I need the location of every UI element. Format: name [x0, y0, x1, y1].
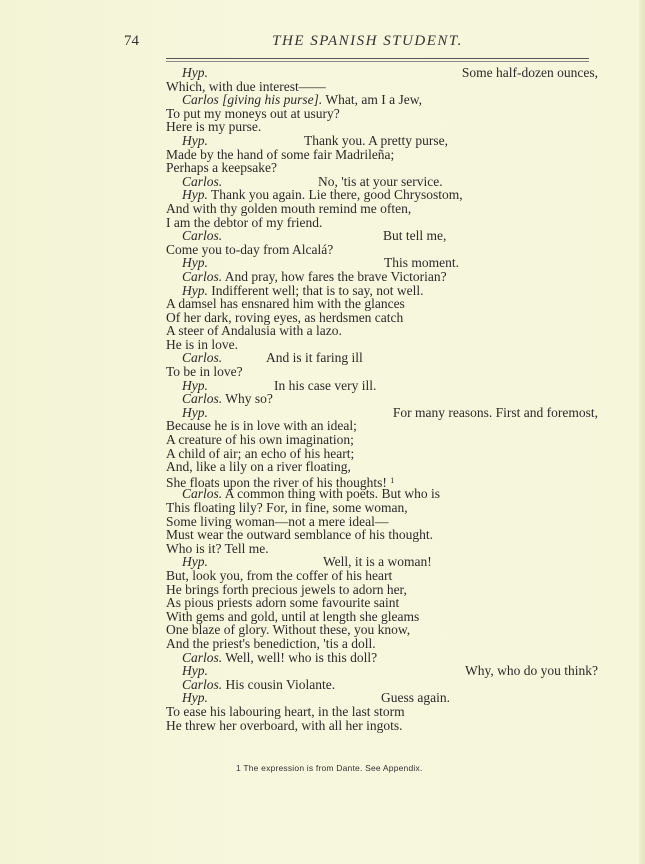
speaker-name: Hyp. — [182, 282, 208, 298]
speaker-name: Hyp. — [182, 255, 208, 271]
speech-text: For many reasons. First and foremost, — [392, 404, 598, 420]
speech-text: A steer of Andalusia with a lazo. — [166, 323, 342, 339]
speech-text: But, look you, from the coffer of his heart — [166, 567, 393, 583]
verse-line — [0, 569, 645, 583]
speech-text: Thank you. A pretty purse, — [304, 132, 448, 148]
verse-line — [0, 406, 645, 420]
footnote: 1 The expression is from Dante. See Appendix. — [236, 763, 423, 773]
speech-text: As pious priests adorn some favourite saint — [166, 595, 400, 611]
speech-text: No, 'tis at your service. — [318, 173, 443, 189]
speech-text: Made by the hand of some fair Madrileña; — [166, 146, 395, 162]
speaker-name: Carlos. — [182, 173, 223, 189]
verse-line — [0, 107, 645, 121]
speech-text: A common thing with poets. But who is — [222, 486, 441, 502]
speech-text: With gems and gold, until at length she gleams — [166, 608, 420, 624]
speaker-name: Hyp. — [182, 187, 208, 203]
speech-text: To be in love? — [166, 364, 243, 380]
verse-line — [0, 392, 645, 406]
verse-line — [0, 447, 645, 461]
speaker-name: Hyp. — [182, 554, 208, 570]
speaker-name: Hyp. — [182, 663, 208, 679]
verse-line — [0, 229, 645, 243]
verse-line — [0, 542, 645, 556]
speaker-name: Hyp. — [182, 404, 208, 420]
verse-line — [0, 66, 645, 80]
speaker-name: Carlos. — [182, 391, 223, 407]
verse-line — [0, 664, 645, 678]
verse-line — [0, 80, 645, 94]
verse-line — [0, 487, 645, 501]
verse-line — [0, 515, 645, 529]
speech-text: To put my moneys out at usury? — [166, 105, 340, 121]
speech-text: A damsel has ensnared him with the glances — [166, 296, 405, 312]
speech-text: Indifferent well; that is to say, not well. — [207, 282, 424, 298]
verse-line — [0, 365, 645, 379]
speech-text: One blaze of glory. Without these, you know, — [166, 622, 411, 638]
speech-text: Guess again. — [381, 690, 450, 706]
verse-line — [0, 651, 645, 665]
header-rule-thin — [166, 61, 589, 62]
verse-line — [0, 324, 645, 338]
stage-direction: [giving his purse]. — [218, 92, 323, 108]
speech-text: But tell me, — [383, 228, 447, 244]
verse-line — [0, 216, 645, 230]
speech-text: He is in love. — [166, 336, 238, 352]
verse-line — [0, 148, 645, 162]
speaker-name: Hyp. — [182, 132, 208, 148]
speech-text: Who is it? Tell me. — [166, 540, 269, 556]
speech-text: She floats upon the river of his thoughts! $^1$ — [166, 474, 395, 490]
verse-line — [0, 501, 645, 515]
speech-text: Well, it is a woman! — [323, 554, 432, 570]
verse-line — [0, 93, 645, 107]
verse-line — [0, 284, 645, 298]
speech-text: I am the debtor of my friend. — [166, 214, 323, 230]
speech-text: Why so? — [222, 391, 273, 407]
verse-line — [0, 610, 645, 624]
speaker-name: Carlos. — [182, 228, 223, 244]
verse-line — [0, 705, 645, 719]
speech-text: Because he is in love with an ideal; — [166, 418, 357, 434]
verse-line — [0, 637, 645, 651]
speech-text: Of her dark, roving eyes, as herdsmen catch — [166, 309, 404, 325]
verse-line — [0, 351, 645, 365]
verse-line — [0, 678, 645, 692]
speech-text: Which, with due interest—— — [166, 78, 326, 94]
speech-text: Must wear the outward semblance of his thought. — [166, 527, 433, 543]
speech-text: He brings forth precious jewels to adorn her, — [166, 581, 407, 597]
verse-line — [0, 474, 645, 488]
verse-line — [0, 719, 645, 733]
verse-line — [0, 188, 645, 202]
speech-text: Thank you again. Lie there, good Chrysostom, — [207, 187, 463, 203]
verse-line — [0, 419, 645, 433]
speech-text: He threw her overboard, with all her ingots. — [166, 717, 403, 733]
verse-line — [0, 243, 645, 257]
speech-text: Here is my purse. — [166, 119, 262, 135]
speaker-name: Hyp. — [182, 377, 208, 393]
verse-line — [0, 433, 645, 447]
verse-line — [0, 297, 645, 311]
speech-text: A creature of his own imagination; — [166, 432, 354, 448]
verse-line — [0, 555, 645, 569]
speech-text: To ease his labouring heart, in the last storm — [166, 703, 405, 719]
speech-text: Some living woman—not a mere ideal— — [166, 513, 389, 529]
verse-line — [0, 161, 645, 175]
speaker-name: Hyp. — [182, 690, 208, 706]
speech-text: Some half-dozen ounces, — [461, 65, 598, 80]
speech-text: What, am I a Jew, — [322, 92, 422, 108]
speech-text: And with thy golden mouth remind me often, — [166, 200, 412, 216]
speech-text: Come you to-day from Alcalá? — [166, 241, 334, 257]
verse-line — [0, 134, 645, 148]
speech-text: And is it faring ill — [266, 350, 363, 366]
verse-line — [0, 596, 645, 610]
verse-text — [0, 66, 645, 732]
speech-text: Why, who do you think? — [465, 663, 598, 679]
speaker-name: Hyp. — [182, 65, 208, 80]
verse-line — [0, 623, 645, 637]
speech-text: Perhaps a keepsake? — [166, 160, 277, 176]
verse-line — [0, 120, 645, 134]
verse-line — [0, 460, 645, 474]
speaker-name: Carlos. — [182, 350, 223, 366]
speaker-name: Carlos. — [182, 676, 223, 692]
speaker-name: Carlos — [182, 92, 219, 108]
speech-text: In his case very ill. — [274, 377, 377, 393]
verse-line — [0, 175, 645, 189]
speaker-name: Carlos. — [182, 268, 223, 284]
speech-text: And the priest's benediction, 'tis a doll. — [166, 635, 376, 651]
speaker-name: Carlos. — [182, 486, 223, 502]
running-title: THE SPANISH STUDENT. — [272, 33, 463, 49]
verse-line — [0, 691, 645, 705]
header-rule — [166, 58, 589, 59]
verse-line — [0, 202, 645, 216]
speech-text: This moment. — [384, 255, 459, 271]
verse-line — [0, 379, 645, 393]
verse-line — [0, 583, 645, 597]
page-number: 74 — [124, 33, 139, 49]
speech-text: His cousin Violante. — [222, 676, 336, 692]
verse-line — [0, 338, 645, 352]
speech-text: This floating lily? For, in fine, some woman, — [166, 500, 408, 515]
speech-text: A child of air; an echo of his heart; — [166, 445, 355, 461]
speech-text: And, like a lily on a river floating, — [166, 459, 351, 475]
page-header — [0, 33, 645, 53]
speech-text: Well, well! who is this doll? — [222, 649, 378, 665]
verse-line — [0, 311, 645, 325]
verse-line — [0, 256, 645, 270]
verse-line — [0, 270, 645, 284]
speech-text: And pray, how fares the brave Victorian? — [222, 268, 447, 284]
verse-line — [0, 528, 645, 542]
speaker-name: Carlos. — [182, 649, 223, 665]
footnote-marker: 1 — [390, 475, 395, 485]
